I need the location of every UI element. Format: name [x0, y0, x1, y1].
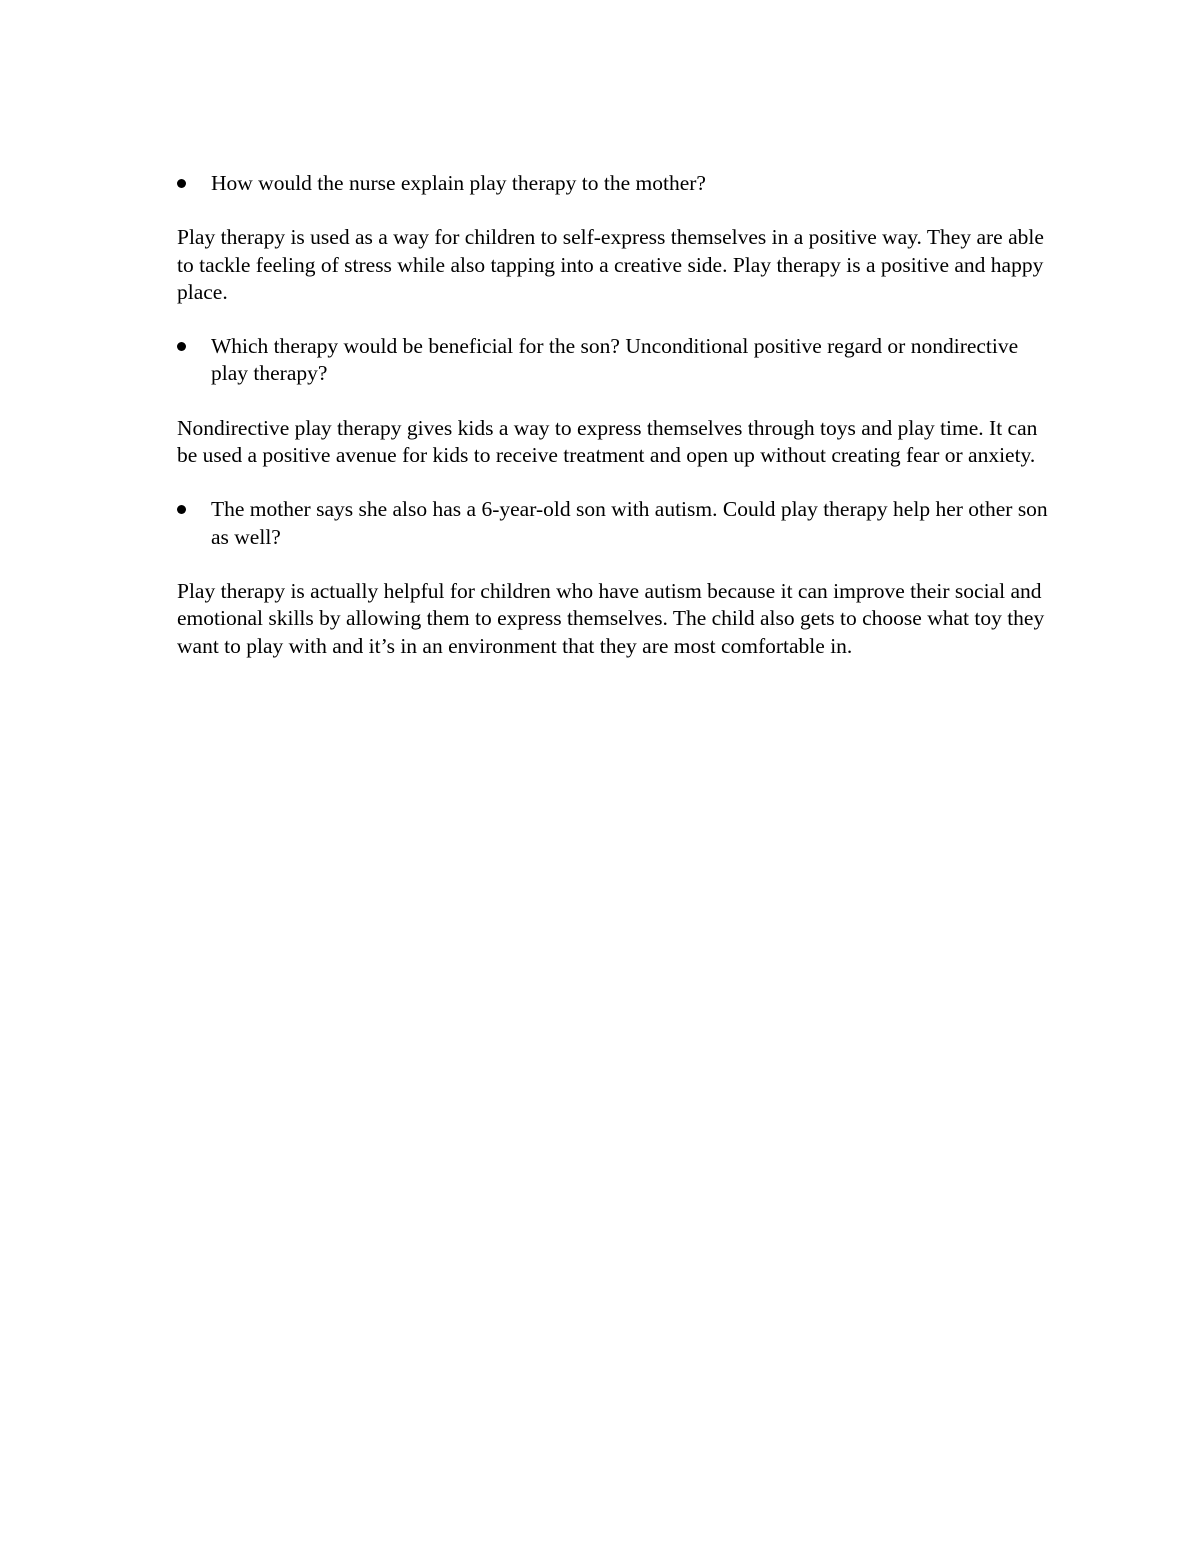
bullet-icon	[177, 179, 186, 188]
answer-1: Play therapy is used as a way for children to self-express themselves in a positive way. They are able to tackle feeling of stress while also tapping into a creative side. Play therapy is a positive and happy place.	[177, 225, 1044, 304]
answer-3: Play therapy is actually helpful for children who have autism because it can improve their social and emotional skills by allowing them to express themselves. The child also gets to choose what toy they want to play with and it’s in an environment that they are most comfortable in.	[177, 578, 1045, 658]
bullet-icon	[177, 505, 186, 514]
question-1-text: How would the nurse explain play therapy to the mother?	[211, 171, 706, 195]
question-2	[177, 333, 1057, 388]
question-2-text: Which therapy would be beneficial for the son? Unconditional positive regard or nondirective play therapy?	[211, 334, 1019, 386]
question-3-text: The mother says she also has a 6-year-old son with autism. Could play therapy help her other son as well?	[211, 497, 1048, 549]
document-body	[177, 170, 1057, 687]
question-1	[177, 170, 1057, 197]
answer-2: Nondirective play therapy gives kids a way to express themselves through toys and play time. It can be used a positive avenue for kids to receive treatment and open up without creating fear or anxiety.	[177, 415, 1038, 468]
question-3	[177, 496, 1057, 551]
bullet-icon	[177, 342, 186, 351]
